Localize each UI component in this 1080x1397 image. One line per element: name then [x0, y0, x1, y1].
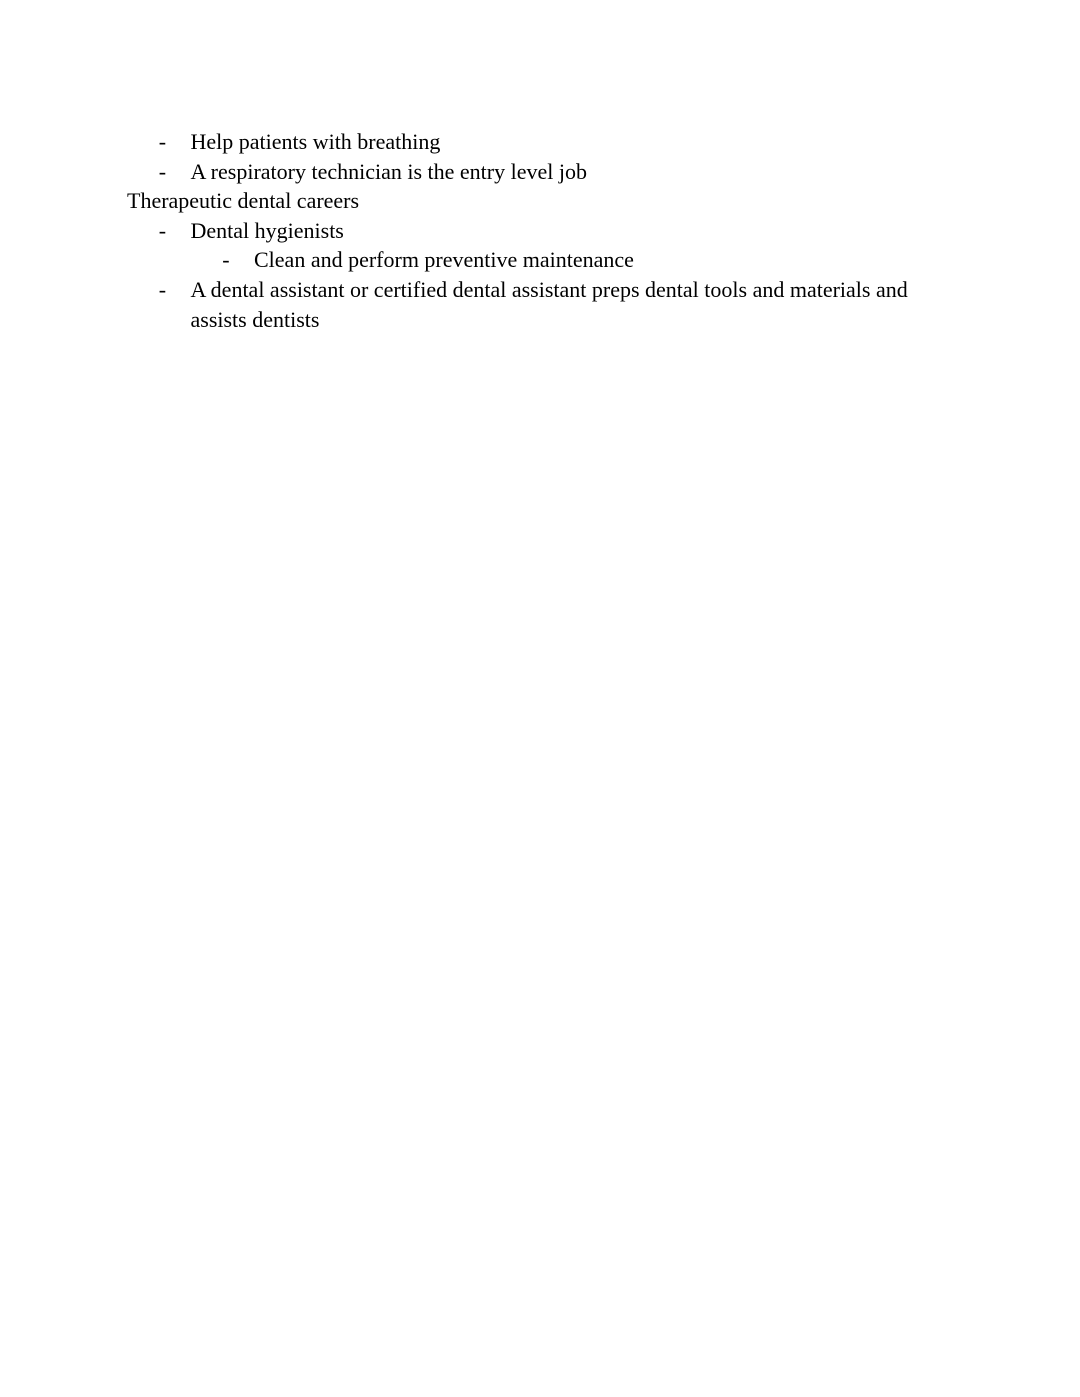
document-content — [127, 127, 953, 334]
list-item — [159, 216, 953, 246]
list-item-text: A dental assistant or certified dental assistant preps dental tools and materials and assists dentists — [190, 276, 908, 332]
bullet-dash: - — [222, 247, 230, 273]
bullet-dash: - — [158, 276, 167, 302]
list-item — [159, 275, 953, 334]
bullet-dash: - — [158, 217, 167, 243]
paragraph-text: Therapeutic dental careers — [127, 188, 360, 214]
bullet-dash: - — [158, 158, 167, 184]
list-item-text: Dental hygienists — [190, 217, 344, 243]
list-item-text: Help patients with breathing — [190, 129, 441, 154]
list-item-nested — [222, 245, 953, 275]
list-item — [159, 127, 953, 157]
paragraph — [127, 186, 953, 216]
list-item-text: A respiratory technician is the entry level job — [190, 158, 587, 184]
list-item — [159, 157, 953, 187]
bullet-dash: - — [158, 129, 167, 154]
list-item-text: Clean and perform preventive maintenance — [254, 247, 634, 273]
